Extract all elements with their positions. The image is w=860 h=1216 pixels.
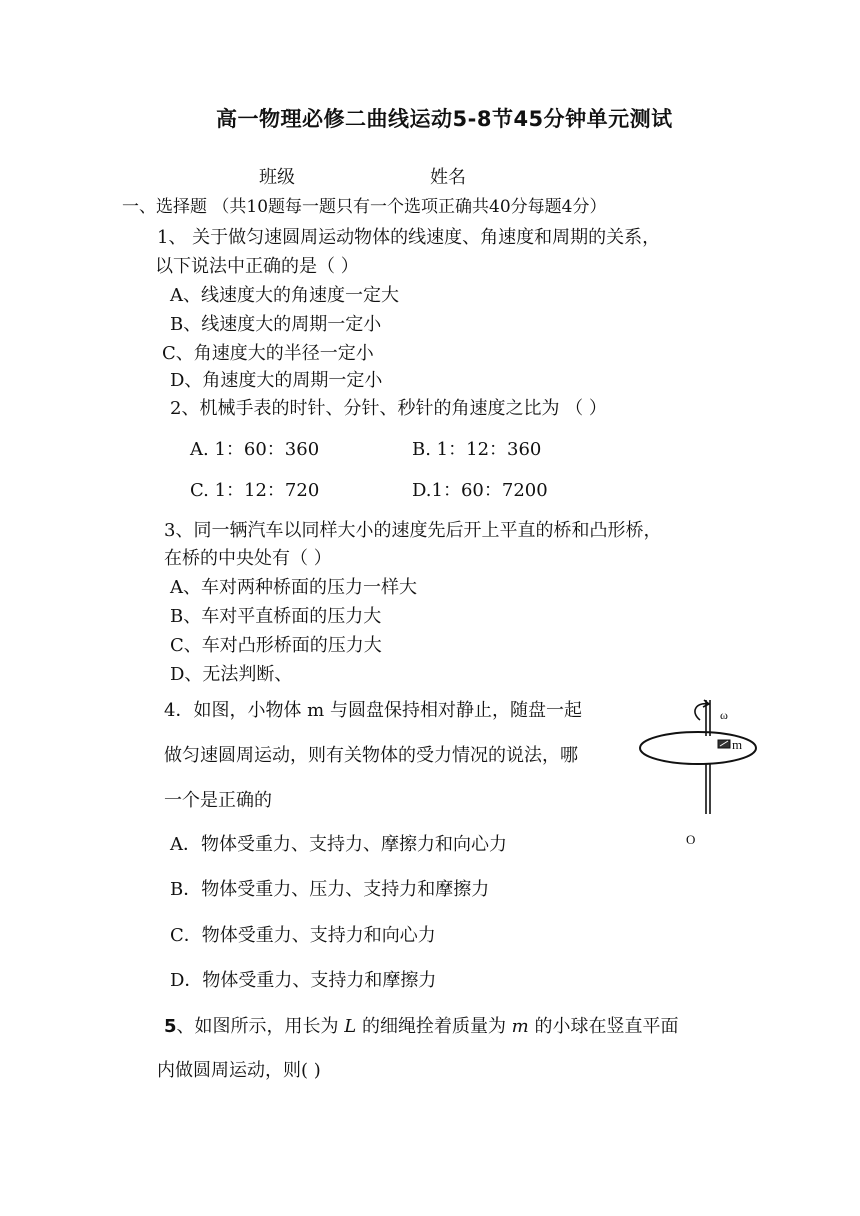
question-2-stem: 2、机械手表的时针、分针、秒针的角速度之比为 （ ） [170,398,607,419]
question-1-option-b: B、线速度大的周期一定小 [170,314,382,335]
question-3-option-b: B、车对平直桥面的压力大 [170,606,382,627]
omega-label: ω [720,708,728,722]
question-1-option-a: A、线速度大的角速度一定大 [170,285,399,306]
question-3-option-a: A、车对两种桥面的压力一样大 [170,577,417,598]
question-2-option-b: B. 1：12：360 [412,439,542,460]
question-2-option-c: C. 1：12：720 [190,480,320,501]
question-4-stem-line3: 一个是正确的 [164,790,272,811]
question-4-option-d: D．物体受重力、支持力和摩擦力 [170,970,437,991]
question-3-stem-line1: 3、同一辆汽车以同样大小的速度先后开上平直的桥和凸形桥， [164,520,662,541]
question-4-stem-line1: 4．如图，小物体 m 与圆盘保持相对静止，随盘一起 [164,700,582,721]
axis-label: O [686,832,696,847]
question-3-option-c: C、车对凸形桥面的压力大 [170,635,382,656]
question-3-option-d: D、无法判断、 [170,664,293,685]
rotating-disc-figure [630,690,810,850]
question-4-option-a: A．物体受重力、支持力、摩擦力和向心力 [170,834,507,855]
question-5-stem-line1: 5、如图所示，用长为 L 的细绳拴着质量为 m 的小球在竖直平面 [164,1016,679,1037]
question-4-option-b: B．物体受重力、压力、支持力和摩擦力 [170,879,490,900]
question-4-option-c: C．物体受重力、支持力和向心力 [170,925,436,946]
name-label: 姓名 [430,167,466,188]
question-4-stem-line2: 做匀速圆周运动，则有关物体的受力情况的说法，哪 [164,745,578,766]
question-5-number: 5 [164,1016,177,1037]
page-title: 高一物理必修二曲线运动5-8节45分钟单元测试 [216,107,673,131]
question-2-option-d: D.1：60：7200 [412,480,548,501]
question-1-stem-line2: 以下说法中正确的是（ ） [155,256,359,277]
variable-l: L [344,1016,357,1037]
question-1-option-d: D、角速度大的周期一定小 [170,370,383,391]
question-1-option-c: C、角速度大的半径一定小 [162,343,374,364]
question-2-option-a: A. 1：60：360 [190,439,320,460]
section-heading: 一、选择题 （共10题每一题只有一个选项正确共40分每题4分） [122,197,607,217]
question-5-stem-line2: 内做圆周运动，则( ) [157,1060,321,1081]
mass-label: m [732,737,743,752]
question-3-stem-line2: 在桥的中央处有（ ） [164,548,332,569]
class-label: 班级 [259,167,295,188]
question-1-stem-line1: 1、 关于做匀速圆周运动物体的线速度、角速度和周期的关系， [157,227,661,248]
variable-m: m [511,1016,529,1037]
